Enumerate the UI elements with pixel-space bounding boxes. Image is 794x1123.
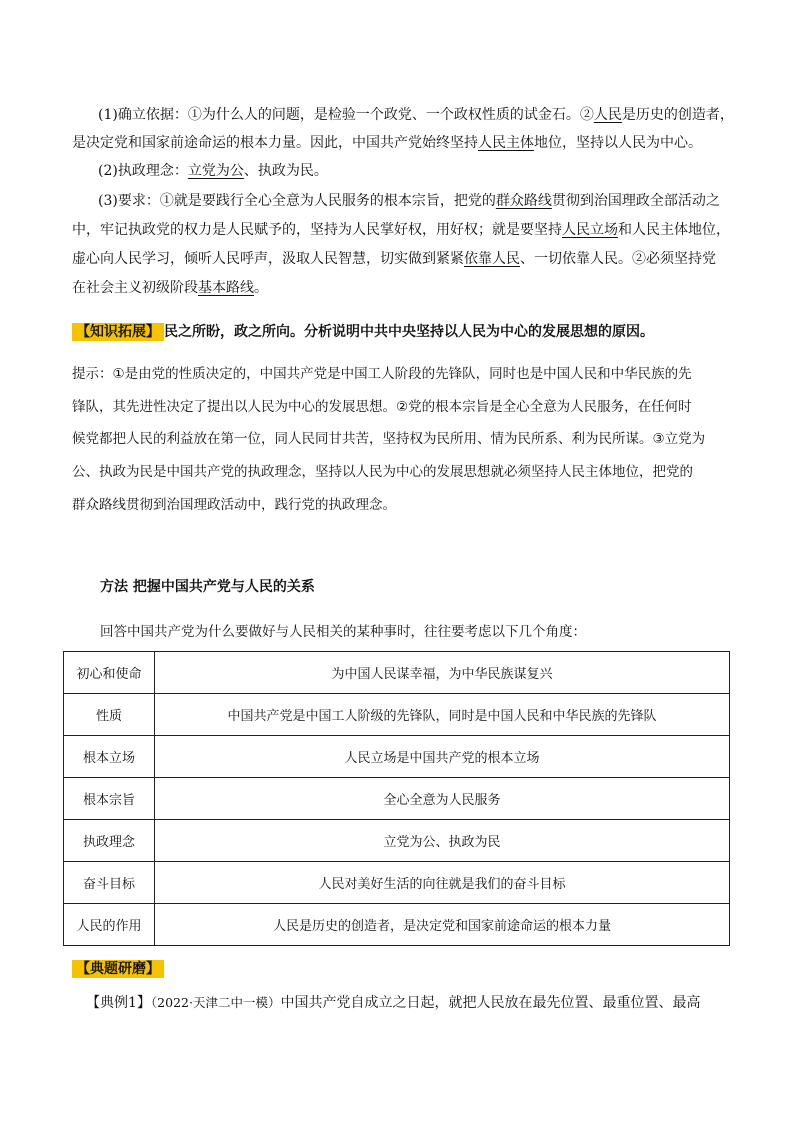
method-intro: 回答中国共产党为什么要做好与人民相关的某种事时，往往要考虑以下几个角度： <box>100 624 586 640</box>
example-text: 中国共产党自成立之日起，就把人民放在最先位置、最重位置、最高 <box>280 995 701 1011</box>
term-rely-on-people: 依靠人民 <box>464 251 520 267</box>
concept-label: (2)执政理念： <box>98 163 188 179</box>
term-people-stand: 人民立场 <box>562 222 618 238</box>
row-key: 初心和使命 <box>64 652 155 694</box>
hint-label: 提示： <box>72 366 113 382</box>
hint-line: 公、执政为民是中国共产党的执政理念，坚持以人民为中心的发展思想就必须坚持人民主体地位，把党的 <box>72 464 693 481</box>
req-text-2: 中，牢记执政党的权力是人民赋予的，坚持为人民掌好权，用好权；就是要坚持 <box>72 222 562 238</box>
concept-text: 、执政为民。 <box>243 163 328 179</box>
requirements-paragraph <box>72 187 732 303</box>
expand-question <box>72 318 732 346</box>
req-text-1-end: 贯彻到治国理政全部活动之 <box>551 193 720 209</box>
expand-question-text: 民之所盼，政之所向。分析说明中共中央坚持以人民为中心的发展思想的原因。 <box>164 324 654 340</box>
basis-text-cont: 是历史的创造者， <box>621 107 734 123</box>
req-text-1: (3)要求：①就是要践行全心全意为人民服务的根本宗旨，把党的 <box>98 193 496 209</box>
row-value: 为中国人民谋幸福，为中华民族谋复兴 <box>155 652 730 694</box>
typical-question-tag: 【典题研磨】 <box>72 960 164 978</box>
table-row <box>64 652 730 694</box>
row-value: 人民是历史的创造者，是决定党和国家前途命运的根本力量 <box>155 904 730 946</box>
req-text-2-end: 和人民主体地位， <box>618 222 730 238</box>
knowledge-expand-tag: 【知识拓展】 <box>72 323 164 341</box>
row-key: 性质 <box>64 694 155 736</box>
basis-text-line2-end: 地位，坚持以人民为中心。 <box>534 135 702 151</box>
term-basic-line: 基本路线 <box>198 280 254 296</box>
method-title: 方法 把握中国共产党与人民的关系 <box>100 579 315 595</box>
term-party-for-public: 立党为公 <box>187 163 244 179</box>
hint-block <box>72 358 732 522</box>
hint-line: 群众路线贯彻到治国理政活动中，践行党的执政理念。 <box>72 496 396 513</box>
table-row <box>64 736 730 778</box>
req-text-4: 在社会主义初级阶段 <box>72 280 198 296</box>
row-value: 立党为公、执政为民 <box>155 820 730 862</box>
term-mass-line: 群众路线 <box>495 193 552 209</box>
req-text-3: 虚心向人民学习，倾听人民呼声，汲取人民智慧，切实做到紧紧 <box>72 251 464 267</box>
example-paragraph <box>72 990 752 1016</box>
basis-paragraph <box>72 101 732 185</box>
row-key: 执政理念 <box>64 820 155 862</box>
row-key: 人民的作用 <box>64 904 155 946</box>
relation-table <box>63 651 730 946</box>
example-label: 【典例1】 <box>86 995 151 1011</box>
example-source: （2022·天津二中一模） <box>150 995 281 1010</box>
basis-label: (1)确立依据： <box>98 107 188 123</box>
table-row <box>64 778 730 820</box>
table-row <box>64 862 730 904</box>
row-key: 根本立场 <box>64 736 155 778</box>
req-text-3-end: 、一切依靠人民。②必须坚持党 <box>520 251 716 267</box>
row-value: 全心全意为人民服务 <box>155 778 730 820</box>
term-people: 人民 <box>593 107 622 123</box>
row-key: 根本宗旨 <box>64 778 155 820</box>
row-value: 中国共产党是中国工人阶级的先锋队，同时是中国人民和中华民族的先锋队 <box>155 694 730 736</box>
basis-text-line2: 是决定党和国家前途命运的根本力量。因此，中国共产党始终坚持 <box>72 135 478 151</box>
row-value: 人民立场是中国共产党的根本立场 <box>155 736 730 778</box>
hint-line: ①是由党的性质决定的，中国共产党是中国工人阶段的先锋队，同时也是中国人民和中华民族的先 <box>112 366 692 382</box>
hint-line: 候党都把人民的利益放在第一位，同人民同甘共苦，坚持权为民所用、情为民所系、利为民所谋。③立党为 <box>72 431 706 448</box>
example-section-tag <box>72 958 164 978</box>
term-people-subject: 人民主体 <box>478 135 534 151</box>
req-text-4-end: 。 <box>254 280 268 296</box>
basis-text: ①为什么人的问题，是检验一个政党、一个政权性质的试金石。② <box>187 107 594 123</box>
row-value: 人民对美好生活的向往就是我们的奋斗目标 <box>155 862 730 904</box>
table-row <box>64 820 730 862</box>
table-row <box>64 904 730 946</box>
row-key: 奋斗目标 <box>64 862 155 904</box>
table-row <box>64 694 730 736</box>
hint-line: 锋队，其先进性决定了提出以人民为中心的发展思想。②党的根本宗旨是全心全意为人民服务，在任何时 <box>72 398 692 415</box>
